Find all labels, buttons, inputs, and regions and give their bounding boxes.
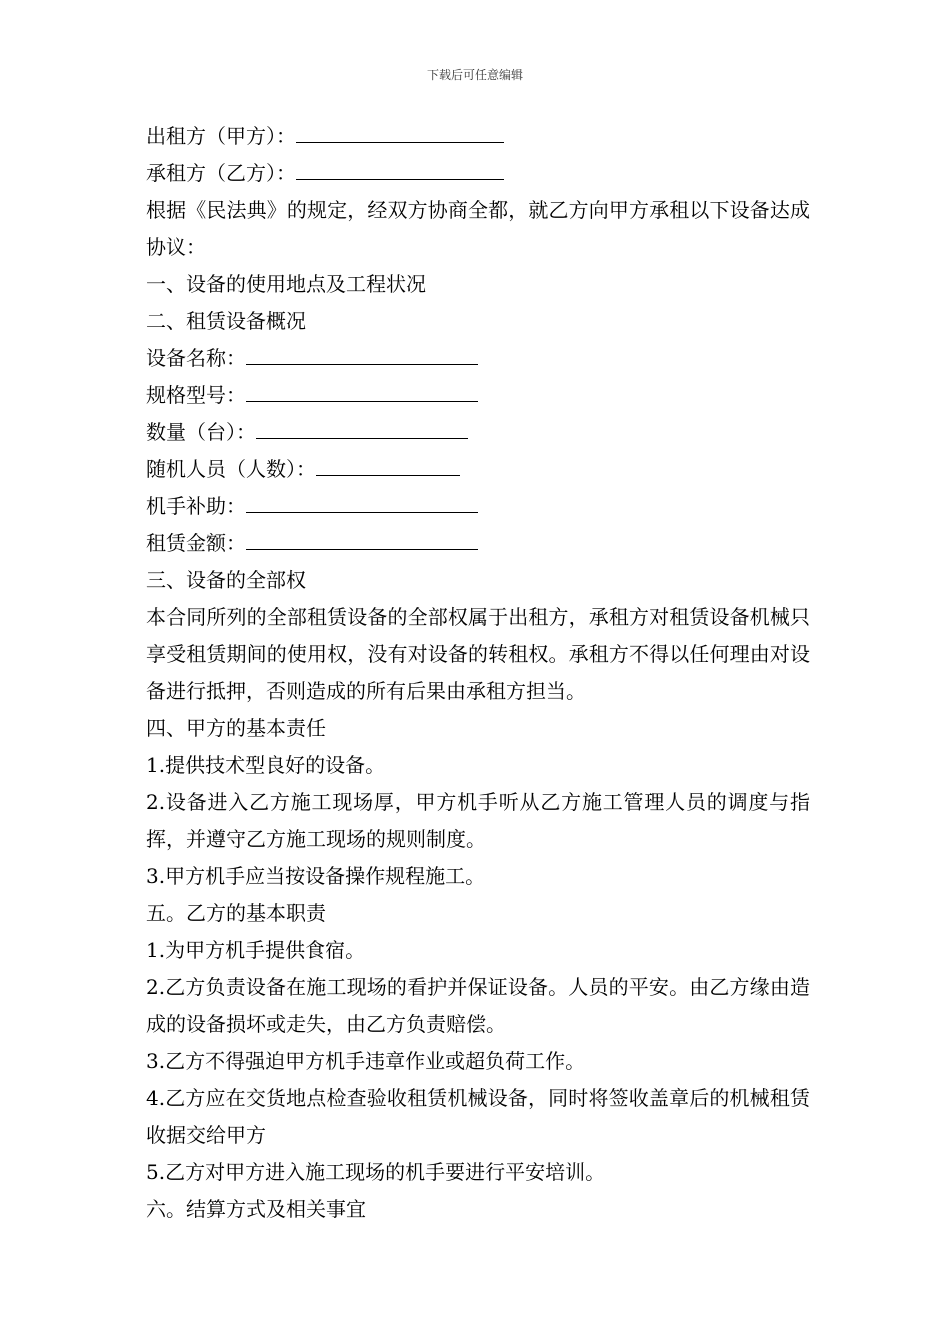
section-5-item: 3.乙方不得强迫甲方机手违章作业或超负荷工作。: [146, 1049, 586, 1073]
field-blank: [316, 453, 460, 476]
section-5-item: 4.乙方应在交货地点检查验收租赁机械设备，同时将签收盖章后的机械租赁收据交给甲方: [146, 1086, 810, 1147]
field-model: [146, 377, 810, 414]
section-1-heading: 一、设备的使用地点及工程状况: [146, 272, 426, 296]
lessor-label: 出租方（甲方）：: [146, 124, 296, 148]
section-3-heading: 三、设备的全部权: [146, 568, 306, 592]
lessee-blank: [296, 157, 504, 180]
section-4-item: 1.提供技术型良好的设备。: [146, 753, 386, 777]
field-blank: [246, 527, 478, 550]
section-4-item: 3.甲方机手应当按设备操作规程施工。: [146, 864, 486, 888]
section-4-item: 2.设备进入乙方施工现场厚，甲方机手听从乙方施工管理人员的调度与指挥，并遵守乙方施工现场的规则制度。: [146, 790, 810, 851]
section-5-item: 5.乙方对甲方进入施工现场的机手要进行平安培训。: [146, 1160, 606, 1184]
lessor-blank: [296, 120, 504, 143]
field-label: 规格型号：: [146, 383, 246, 407]
field-equipment-name: [146, 340, 810, 377]
field-amount: [146, 525, 810, 562]
intro-paragraph: 根据《民法典》的规定，经双方协商全都，就乙方向甲方承租以下设备达成协议：: [146, 198, 810, 259]
field-label: 租赁金额：: [146, 531, 246, 555]
field-staff: [146, 451, 810, 488]
section-5-heading: 五。乙方的基本职责: [146, 901, 326, 925]
section-3-paragraph: 本合同所列的全部租赁设备的全部权属于出租方，承租方对租赁设备机械只享受租赁期间的使用权，没有对设备的转租权。承租方不得以任何理由对设备进行抵押，否则造成的所有后果由承租方担当。: [146, 605, 810, 703]
contract-body: [146, 118, 810, 1228]
field-label: 随机人员（人数）：: [146, 457, 316, 481]
field-label: 机手补助：: [146, 494, 246, 518]
field-label: 设备名称：: [146, 346, 246, 370]
field-blank: [246, 490, 478, 513]
field-blank: [246, 379, 478, 402]
field-label: 数量（台）：: [146, 420, 256, 444]
lessee-label: 承租方（乙方）：: [146, 161, 296, 185]
section-5-item: 2.乙方负责设备在施工现场的看护并保证设备。人员的平安。由乙方缘由造成的设备损坏或走失，由乙方负责赔偿。: [146, 975, 810, 1036]
section-6-heading: 六。结算方式及相关事宜: [146, 1197, 366, 1221]
section-5-item: 1.为甲方机手提供食宿。: [146, 938, 366, 962]
section-2-heading: 二、租赁设备概况: [146, 309, 306, 333]
field-subsidy: [146, 488, 810, 525]
field-blank: [246, 342, 478, 365]
field-blank: [256, 416, 468, 439]
lessee-line: [146, 155, 810, 192]
section-4-heading: 四、甲方的基本责任: [146, 716, 326, 740]
page-header: 下载后可任意编辑: [426, 68, 523, 82]
lessor-line: [146, 118, 810, 155]
field-quantity: [146, 414, 810, 451]
